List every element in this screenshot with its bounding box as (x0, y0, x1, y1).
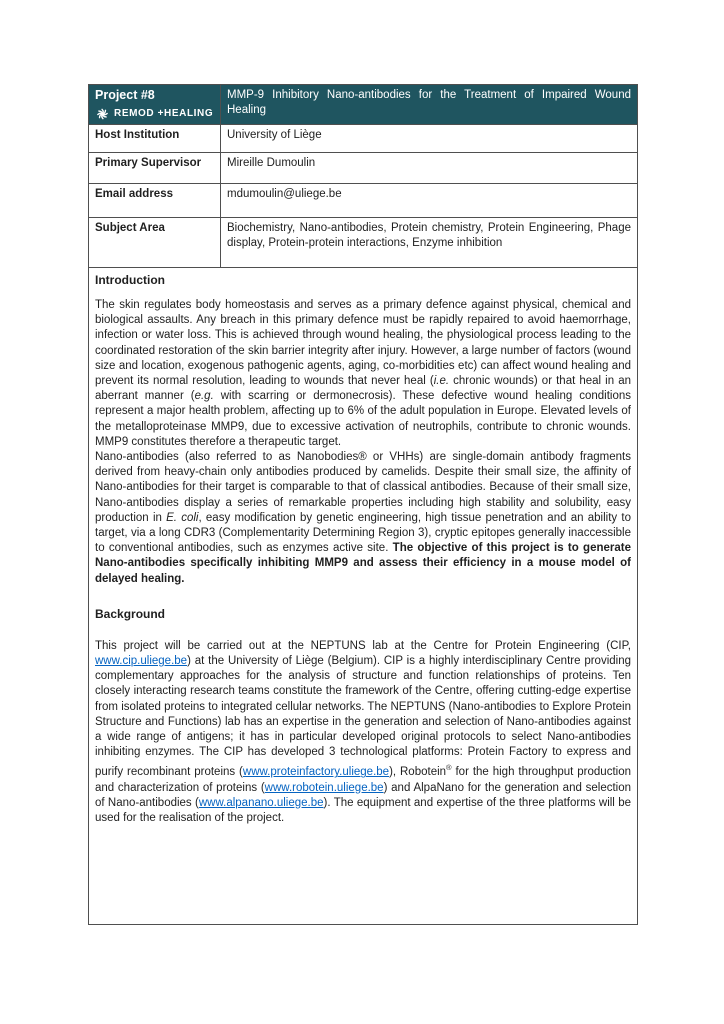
hyperlink[interactable]: www.proteinfactory.uliege.be (242, 766, 390, 779)
hyperlink[interactable]: www.cip.uliege.be (95, 655, 188, 668)
host-institution-label: Host Institution (89, 125, 221, 153)
text-run: for the high throughput production and characterization of proteins ( (95, 766, 631, 794)
project-id-cell (89, 85, 221, 125)
primary-supervisor-value: Mireille Dumoulin (221, 153, 638, 184)
project-info-table (88, 84, 638, 925)
host-institution-value: University of Liège (221, 125, 638, 153)
text-run: ® (446, 763, 452, 773)
table-header-row (89, 85, 638, 125)
background-paragraph (95, 639, 631, 826)
text-run: ) at the University of Liège (Belgium). CIP is a highly interdisciplinary Centre providing complementary approaches for the analysis of structure and function relationships of proteins. Ten closely interacting research teams constitute the framework of the Centre, offering cutting-edge expertise from isolated proteins to integrated cellular networks. The NEPTUNS (Nano-antibodies to Explore Protein Structure and Functions) lab has an expertise in the generation and selection of Nano-antibodies against a wide range of antigens; it has in particular developed original protocols to select Nano-antibodies inhibiting enzymes. The CIP has developed 3 technological platforms: Protein Factory to express and purify recombinant proteins ( (95, 655, 631, 779)
hyperlink[interactable]: www.alpanano.uliege.be (198, 796, 324, 809)
table-row (89, 153, 638, 184)
content-cell (89, 268, 638, 925)
table-row (89, 184, 638, 218)
text-run: The objective of this project is to generate Nano-antibodies specifically inhibiting MMP9 and assess their efficiency in a mouse model of delayed healing. (95, 542, 631, 585)
intro-paragraph-2 (95, 450, 631, 587)
text-run: Nano-antibodies (also referred to as Nanobodies® or VHHs) are single-domain antibody fragments derived from heavy-chain only antibodies produced by camelids. Despite their small size, the affinity of Nano-antibodies for their target is comparable to that of classical antibodies. Because of their small size, Nano-antibodies display a series of remarkable properties including high stability and solubility, easy production in (95, 451, 631, 524)
project-title: MMP-9 Inhibitory Nano-antibodies for the Treatment of Impaired Wound Healing (221, 85, 638, 125)
text-run: E. coli (166, 511, 199, 524)
project-number: Project #8 (95, 88, 155, 102)
text-run: with scarring or dermonecrosis). These defective wound healing conditions represent a major health problem, affecting up to 6% of the adult population in Europe. Elevated levels of the metalloproteinase MMP9, due to excessive activation of neutrophils, contribute to chronic wounds. MMP9 constitutes therefore a therapeutic target. (95, 390, 632, 448)
pinwheel-logo-icon (95, 107, 110, 121)
hyperlink[interactable]: www.robotein.uliege.be (264, 781, 384, 794)
text-run: ) and AlpaNano for the generation and selection of Nano-antibodies ( (95, 781, 632, 809)
text-run: ). The equipment and expertise of the three platforms will be used for the realisation of the project. (95, 796, 631, 824)
text-run: i.e. (433, 375, 450, 388)
text-run: The skin regulates body homeostasis and serves as a primary defence against physical, chemical and biological assaults. Any breach in this primary defence must be rapidly repaired to avoid haemorrhage, infection or water loss. This is achieved through wound healing, the physiological process leading to the coordinated restoration of the skin barrier integrity after injury. However, a large number of factors (wound size and location, exogenous pathogenic agents, aging, co-morbidities etc) can affect wound healing and prevent its normal resolution, leading to wounds that never heal ( (95, 299, 631, 388)
intro-paragraph-1 (95, 298, 631, 450)
text-run: ), Robotein (389, 766, 447, 779)
text-run: This project will be carried out at the NEPTUNS lab at the Centre for Protein Engineering (CIP, (95, 639, 631, 652)
introduction-heading: Introduction (95, 273, 165, 287)
subject-area-value: Biochemistry, Nano-antibodies, Protein chemistry, Protein Engineering, Phage display, Protein-protein interactions, Enzyme inhibition (221, 218, 638, 268)
logo-text: REMOD +HEALING (114, 108, 214, 119)
email-address-value: mdumoulin@uliege.be (221, 184, 638, 218)
text-run: , easy modification by genetic engineering, high tissue penetration and an ability to target, via a long CDR3 (Complementarity Determining Region 3), cryptic epitopes generally inaccessible to conventional antibodies, such as enzymes active site. (95, 511, 631, 555)
subject-area-label: Subject Area (89, 218, 221, 268)
background-heading: Background (95, 606, 166, 621)
primary-supervisor-label: Primary Supervisor (89, 153, 221, 184)
table-row (89, 125, 638, 153)
email-address-label: Email address (89, 184, 221, 218)
table-row (89, 218, 638, 268)
text-run: chronic wounds) or that heal in an aberrant manner ( (95, 375, 632, 403)
content-row (89, 268, 638, 925)
remod-healing-logo (95, 106, 214, 121)
text-run: e.g. (194, 390, 214, 403)
